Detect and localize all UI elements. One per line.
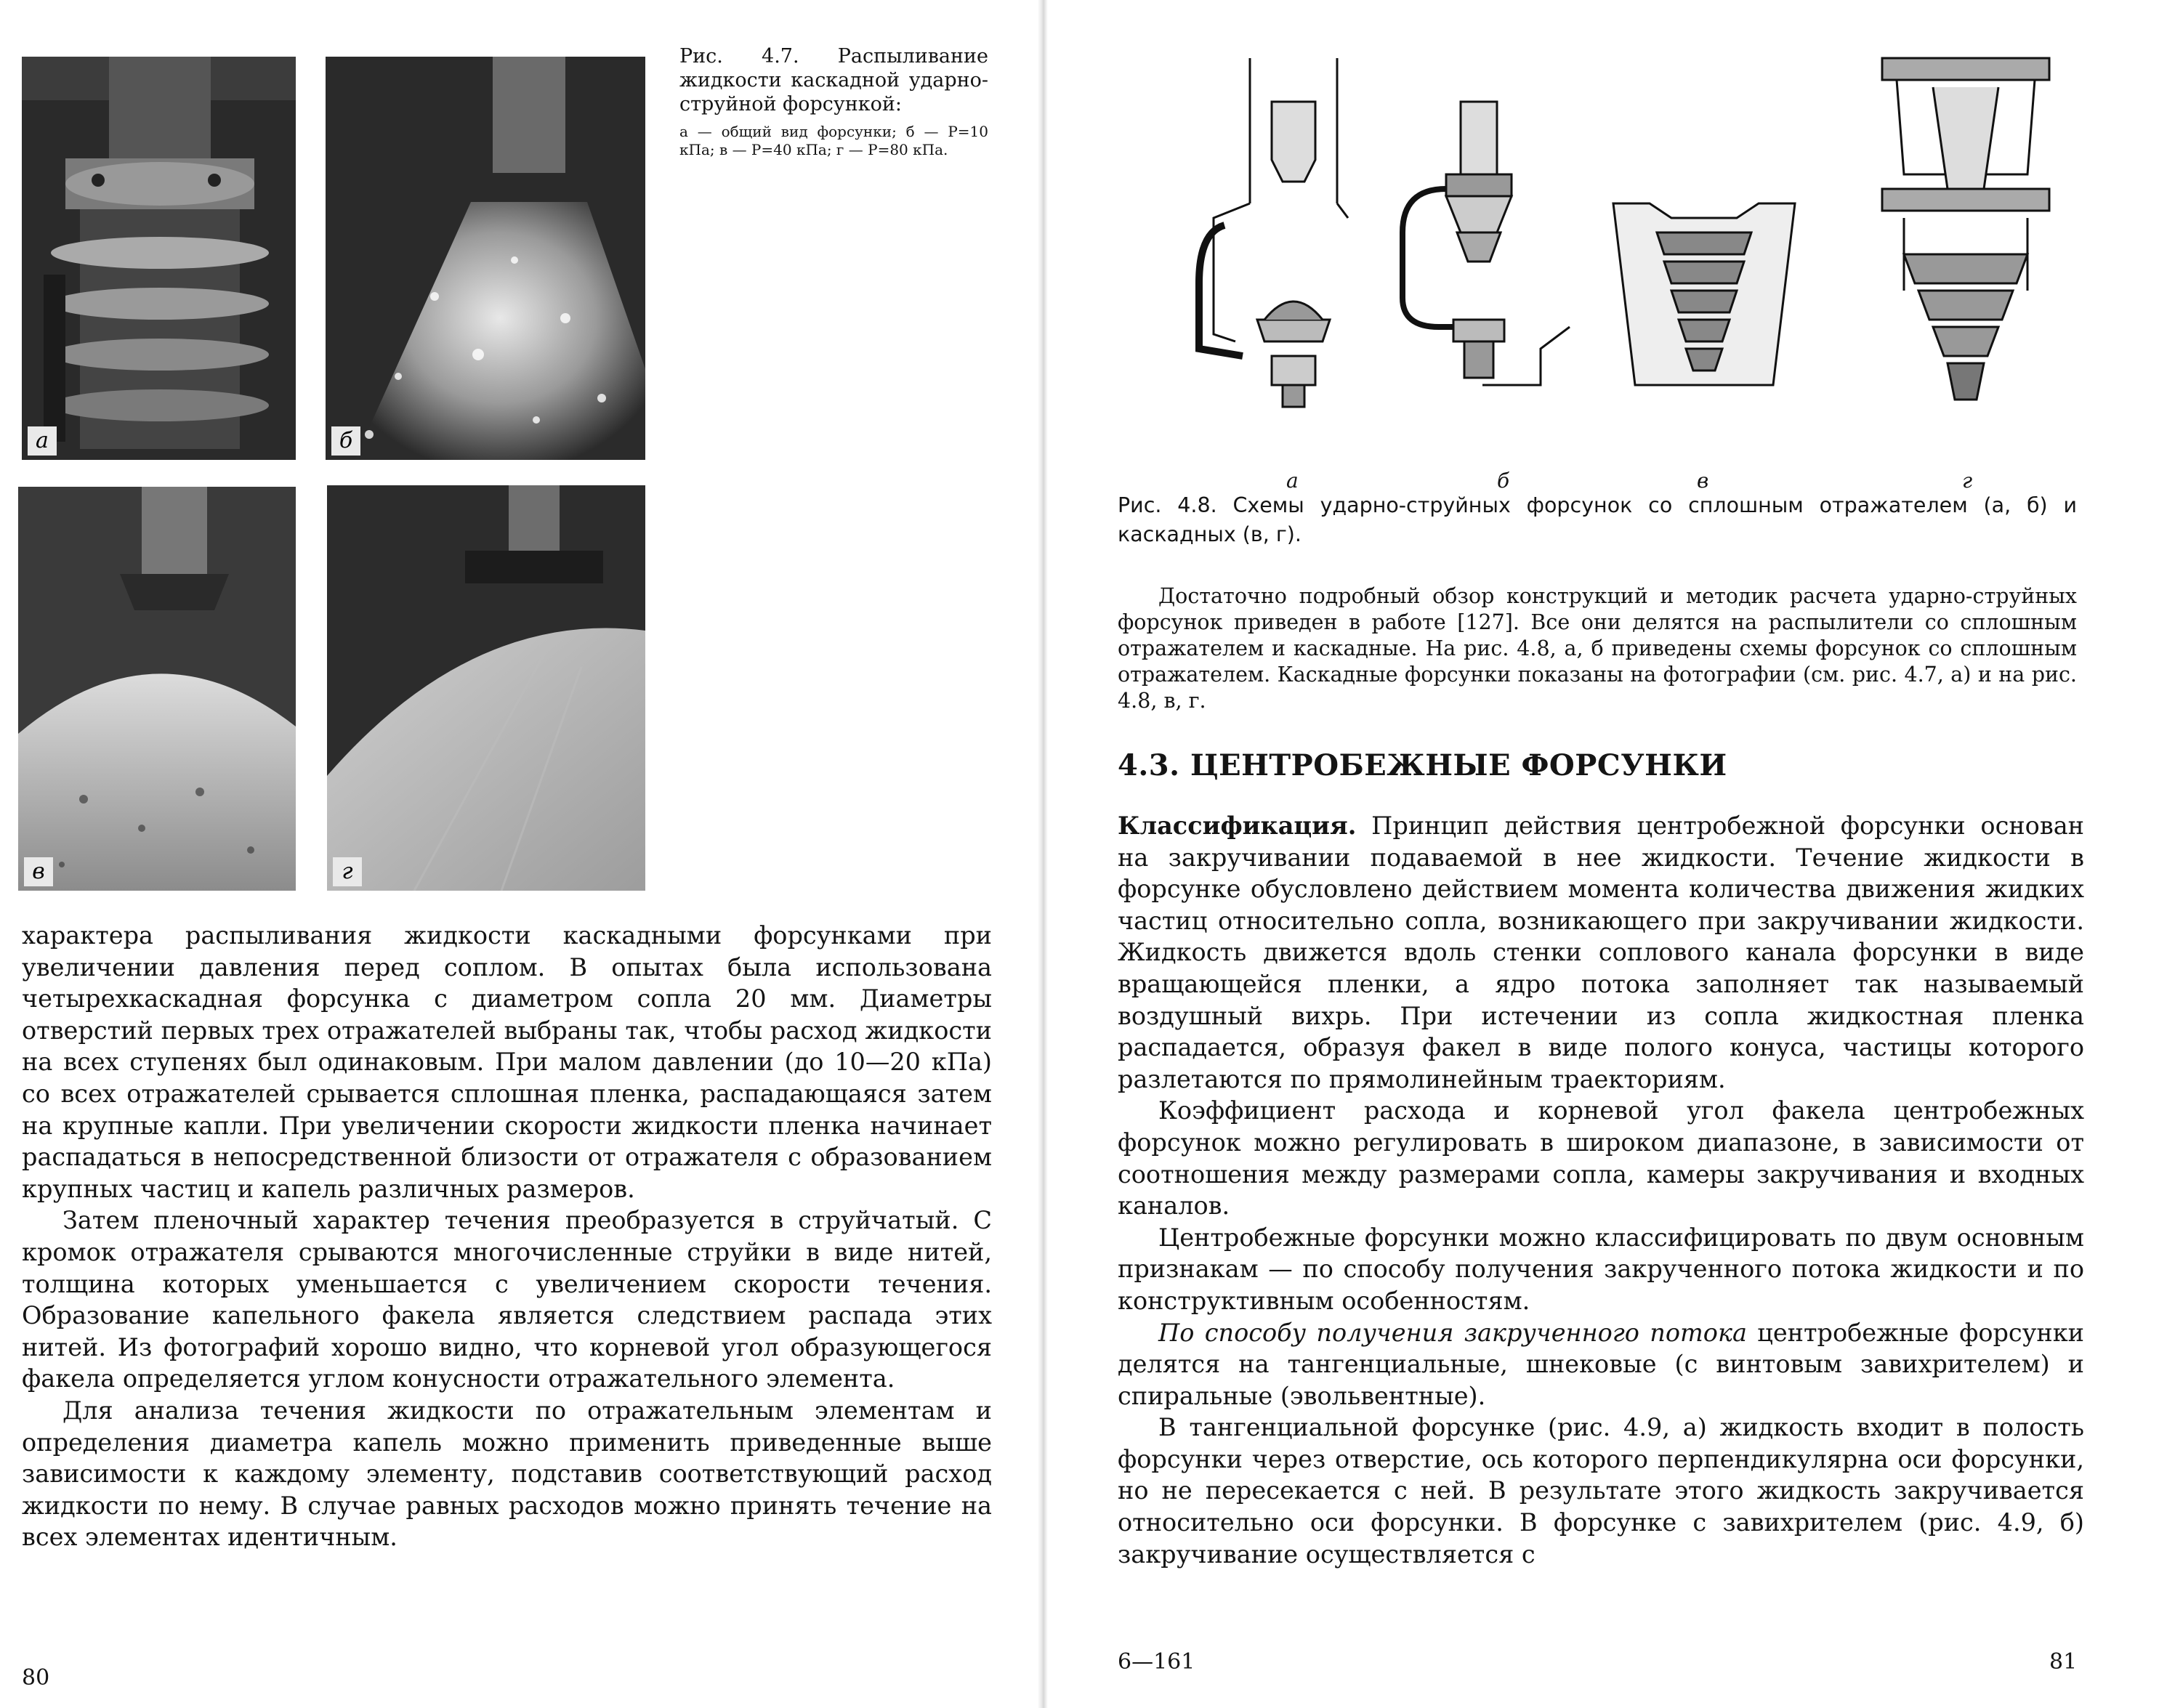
- left-paragraph-2: Затем пленочный характер течения преобразуется в струйчатый. С кромок отражателя срываются многочисленные струйки в виде нитей, толщина которых уменьшается с увеличением скорости течения. Образование капельного факела является следствием распада этих нитей. Из фотографий хорошо видно, что корневой угол образующегося факела определяется углом конусности отражательного элемента.: [22, 1206, 992, 1393]
- right-paragraph-4-italic: По способу получения закрученного потока: [1158, 1318, 1747, 1347]
- left-paragraph-1: характера распыливания жидкости каскадными форсунками при увеличении давления перед соплом. В опытах была использована четырехкаскадная форсунка с диаметром сопла 20 мм. Диаметры отверстий первых трех отражателей выбраны так, чтобы расход жидкости на всех ступенях был одинаковым. При малом давлении (до 10—20 кПа) со всех отражателей срывается сплошная пленка, распадающаяся затем на крупные капли. При увеличении скорости жидкости пленка начинает распадаться в непосредственной близости от отражателя с образованием крупных частиц и капель различных размеров.: [22, 921, 992, 1203]
- scheme-label-a: а: [1286, 469, 1299, 493]
- figure-4-8-schemes: [1155, 44, 2122, 493]
- photo-label-g: г: [333, 857, 362, 886]
- figure-4-8-caption: Рис. 4.8. Схемы ударно-струйных форсунок со сплошным отражателем (а, б) и каскадных (в, г).: [1118, 493, 2077, 546]
- figure-4-7-caption-legend: а — общий вид форсунки; б — P=10 кПа; в — P=40 кПа; г — P=80 кПа.: [679, 122, 988, 158]
- photo-label-b: б: [331, 426, 360, 456]
- scheme-label-g: г: [1962, 469, 1973, 493]
- figure-4-7-caption: [679, 45, 988, 159]
- right-page-number: 81: [2049, 1649, 2078, 1675]
- right-paragraph-5: В тангенциальной форсунке (рис. 4.9, а) жидкость входит в полость форсунки через отверстие, ось которого перпендикулярна оси форсунки, но не пересекается с ней. В результате этого жидкость закручивается относительно оси форсунки. В форсунке с завихрителем (рис. 4.9, б) закручивание осуществляется с: [1118, 1413, 2084, 1569]
- photo-a-nozzle-general-view: [22, 57, 296, 460]
- classification-text: Принцип действия центробежной форсунки основан на закручивании подаваемой в нее жидкости. Течение жидкости в форсунке обусловлено действием момента количества движения жидких частиц относительно сопла, возникающего при закручивании жидкости. Жидкость движется вдоль стенки соплового канала форсунки в виде вращающейся пленки, а ядро потока заполняет так называемый воздушный вихрь. При истечении из сопла жидкостная пленка распадается, образуя факел в виде полого конуса, частицы которого разлетаются по прямолинейным траекториям.: [1118, 811, 2084, 1093]
- photo-v-spray-40kpa: [18, 487, 296, 891]
- right-paragraph-4-rest: центробежные форсунки делятся на тангенциальные, шнековые (с винтовым завихрителем) и спиральные (эвольвентные).: [1118, 1318, 2084, 1410]
- photo-label-a: а: [28, 426, 57, 456]
- scheme-label-v: в: [1697, 469, 1709, 493]
- right-paragraph-2: Коэффициент расхода и корневой угол факела центробежных форсунок можно регулировать в широком диапазоне, в зависимости от соотношения между размерами сопла, камеры закручивания и входных каналов.: [1118, 1096, 2084, 1221]
- signature-mark: 6—161: [1118, 1649, 1195, 1675]
- classification-paragraph: [1118, 810, 2084, 1095]
- right-paragraph-4: [1118, 1317, 2084, 1412]
- right-body-text: [1118, 810, 2084, 1570]
- left-body-text: [22, 920, 992, 1553]
- classification-heading: Классификация.: [1118, 811, 1357, 840]
- photo-label-v: в: [24, 857, 53, 886]
- left-page-number: 80: [22, 1665, 50, 1691]
- scheme-a-drawing: [1199, 58, 1348, 407]
- scheme-label-b: б: [1497, 469, 1510, 493]
- scheme-g-drawing: [1882, 58, 2049, 400]
- left-page: [0, 0, 1039, 1708]
- right-paragraph-3: Центробежные форсунки можно классифицировать по двум основным признакам — по способу получения закрученного потока жидкости и по конструктивным особенностям.: [1118, 1223, 2084, 1315]
- left-paragraph-3: Для анализа течения жидкости по отражательным элементам и определения диаметра капель можно применить приведенные выше зависимости к каждому элементу, подставив соответствующий расход жидкости по нему. В случае равных расходов можно принять течение на всех элементах идентичным.: [22, 1396, 992, 1552]
- figure-4-7-caption-title: Рис. 4.7. Распыливание жидкости каскадной ударно-струйной форсункой:: [679, 45, 988, 116]
- photo-g-spray-80kpa: [327, 485, 645, 891]
- book-spine: [1038, 0, 1048, 1708]
- scheme-b-drawing: [1403, 102, 1570, 385]
- section-title: 4.3. ЦЕНТРОБЕЖНЫЕ ФОРСУНКИ: [1118, 748, 1727, 782]
- scheme-v-drawing: [1613, 203, 1795, 385]
- review-paragraph: Достаточно подробный обзор конструкций и методик расчета ударно-струйных форсунок приведен в работе [127]. Все они делятся на распылители со сплошным отражателем и каскадные. На рис. 4.8, а, б приведены схемы форсунок со сплошным отражателем. Каскадные форсунки показаны на фотографии (см. рис. 4.7, а) и на рис. 4.8, в, г.: [1118, 584, 2077, 713]
- photo-b-spray-10kpa: [326, 57, 645, 460]
